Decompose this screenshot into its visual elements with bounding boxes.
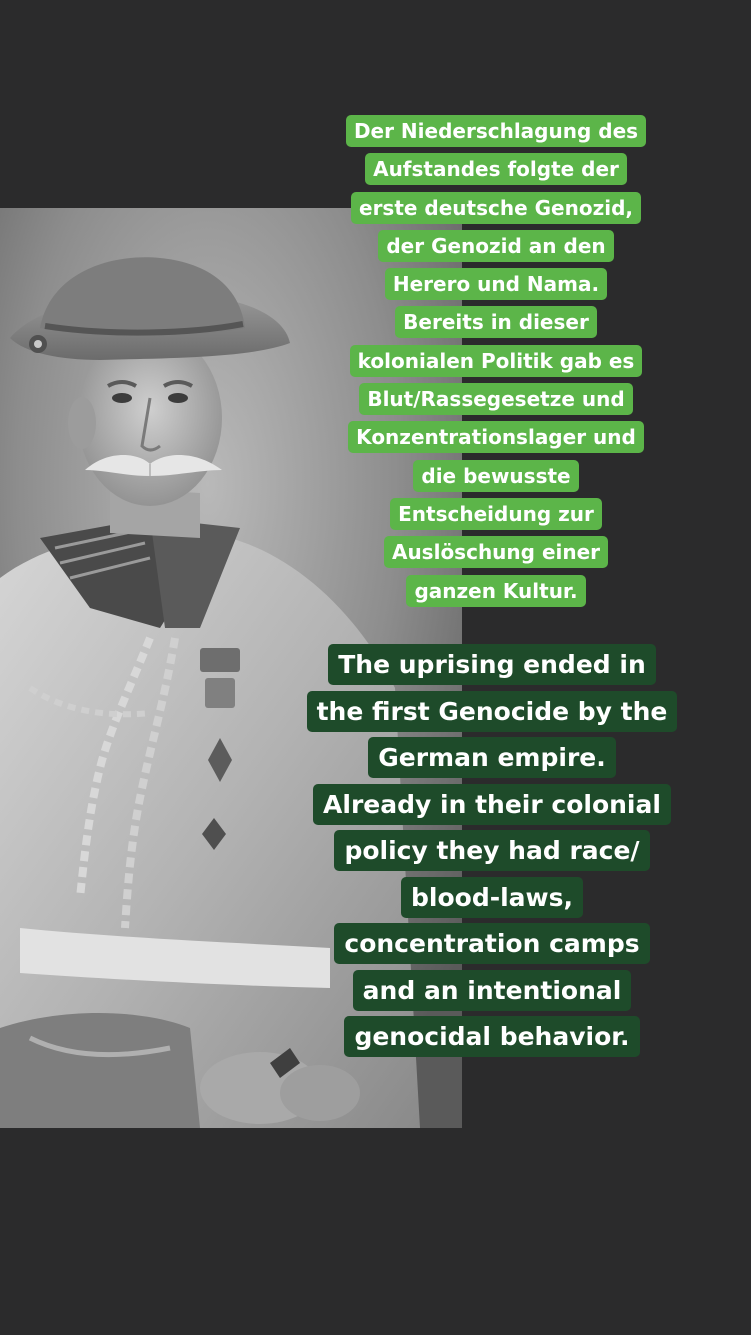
caption-line: blood-laws, xyxy=(401,877,583,918)
caption-line: and an intentional xyxy=(353,970,632,1011)
caption-line: der Genozid an den xyxy=(378,230,613,262)
caption-line: Blut/Rassegesetze und xyxy=(359,383,632,415)
caption-line: the first Genocide by the xyxy=(307,691,678,732)
caption-line: Entscheidung zur xyxy=(390,498,602,530)
caption-line: concentration camps xyxy=(334,923,649,964)
caption-line: Herero und Nama. xyxy=(385,268,607,300)
caption-line: kolonialen Politik gab es xyxy=(350,345,643,377)
caption-line: ganzen Kultur. xyxy=(406,575,585,607)
caption-line: policy they had race/ xyxy=(334,830,649,871)
caption-line: Bereits in dieser xyxy=(395,306,597,338)
caption-line: German empire. xyxy=(368,737,615,778)
caption-line: die bewusste xyxy=(413,460,578,492)
caption-german xyxy=(304,112,688,610)
caption-line: Already in their colonial xyxy=(313,784,671,825)
caption-line: The uprising ended in xyxy=(328,644,656,685)
caption-english xyxy=(266,642,718,1061)
caption-line: Auslöschung einer xyxy=(384,536,608,568)
caption-line: Der Niederschlagung des xyxy=(346,115,646,147)
caption-line: Aufstandes folgte der xyxy=(365,153,627,185)
caption-line: erste deutsche Genozid, xyxy=(351,192,641,224)
caption-line: Konzentrationslager und xyxy=(348,421,644,453)
caption-line: genocidal behavior. xyxy=(344,1016,639,1057)
